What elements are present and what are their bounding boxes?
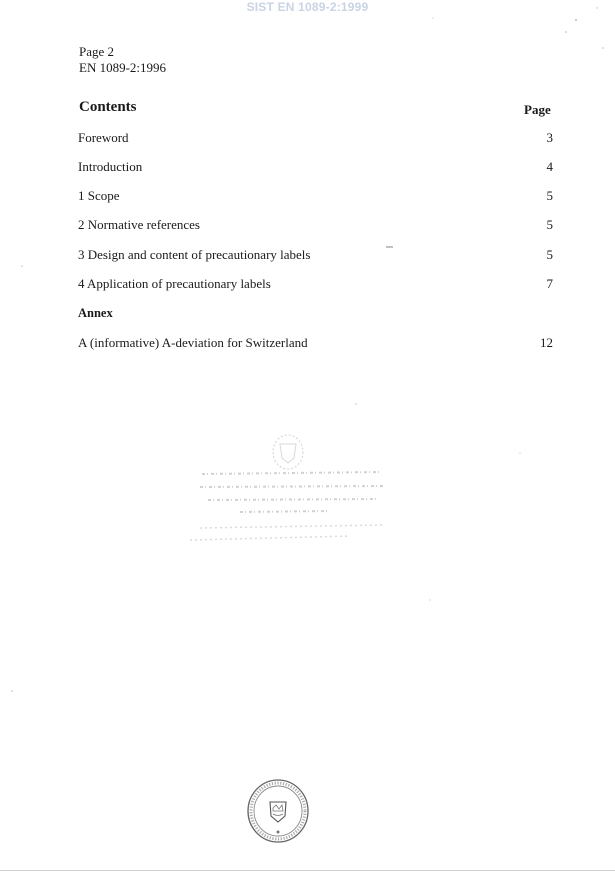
contents-heading: Contents	[79, 99, 137, 115]
toc-entry-page: 5	[546, 188, 553, 203]
toc-entry-label: Foreword	[78, 130, 129, 145]
annex-entry-page: 12	[540, 335, 553, 350]
watermark-text: SIST EN 1089-2:1999	[246, 0, 369, 14]
toc-entry-label: 1 Scope	[78, 188, 120, 203]
toc-entry-page: 3	[546, 130, 553, 145]
toc-entry-label: Introduction	[78, 159, 143, 174]
toc-entry-page: 7	[546, 276, 553, 291]
toc-entry-label: 3 Design and content of precautionary labels	[78, 247, 311, 262]
toc-entry-label: 4 Application of precautionary labels	[78, 276, 271, 291]
bottom-edge-rule	[0, 870, 615, 871]
toc-entry-page: 4	[546, 159, 553, 174]
annex-heading: Annex	[78, 306, 113, 320]
toc-entry-page: 5	[546, 247, 553, 262]
toc-entry-page: 5	[546, 217, 553, 232]
toc-entry-label: 2 Normative references	[78, 217, 200, 232]
annex-entry-label: A (informative) A-deviation for Switzerland	[78, 335, 308, 350]
page-column-heading: Page	[524, 102, 551, 117]
standard-number-line: EN 1089-2:1996	[79, 60, 167, 75]
page-number-line: Page 2	[79, 44, 115, 59]
